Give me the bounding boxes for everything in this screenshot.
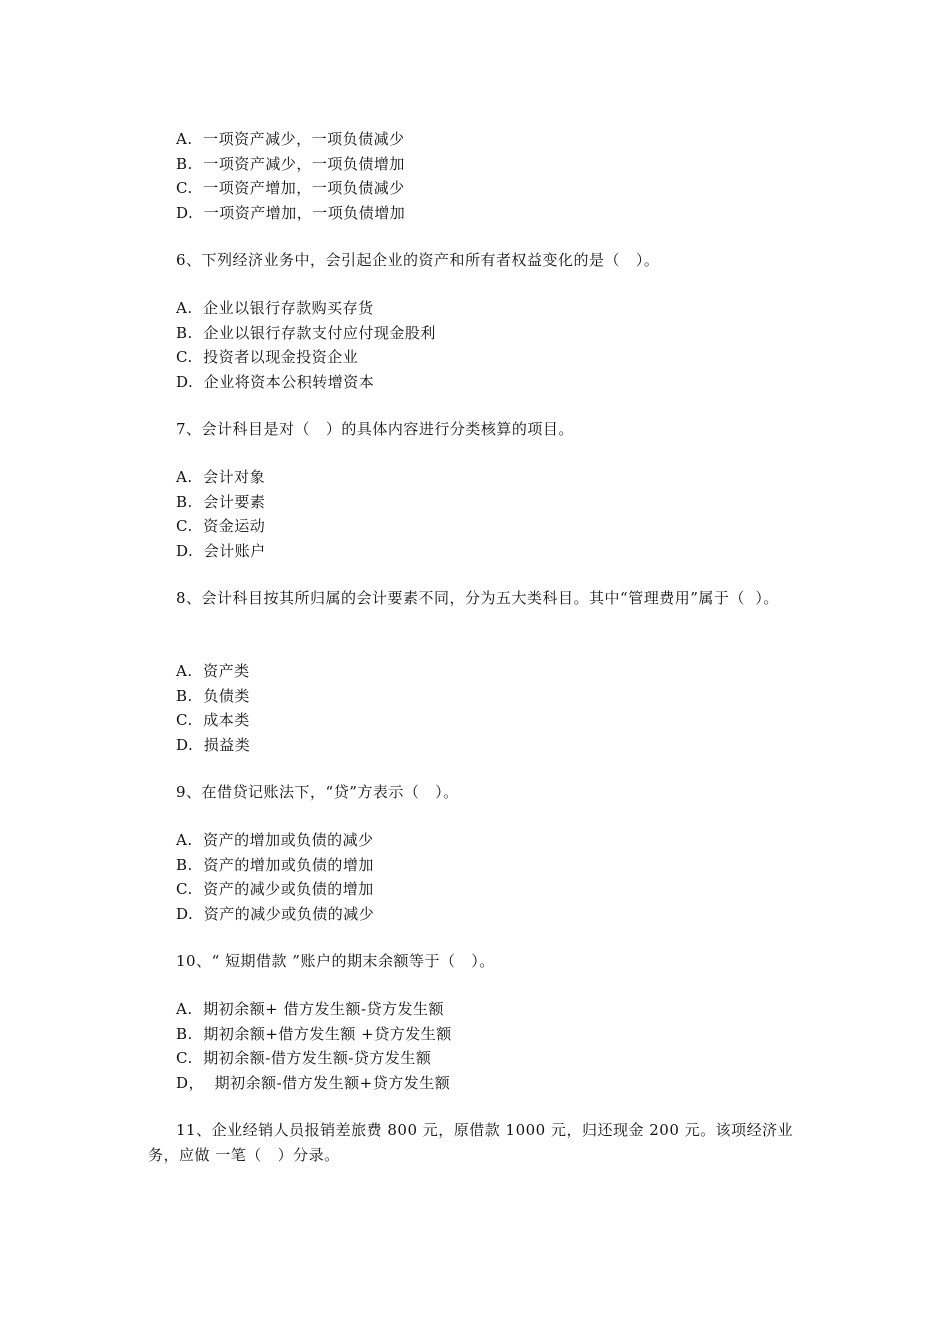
q10-option-b: B. 期初余额+借方发生额 +贷方发生额	[176, 1025, 452, 1043]
q5-option-b: B. 一项资产减少，一项负债增加	[176, 155, 405, 173]
q9-option-a: A. 资产的增加或负债的减少	[176, 831, 374, 849]
q7-option-d: D. 会计账户	[176, 542, 266, 560]
q6-stem: 6、下列经济业务中，会引起企业的资产和所有者权益变化的是（ ）。	[176, 251, 660, 269]
q8-stem: 8、会计科目按其所归属的会计要素不同，分为五大类科目。其中“管理费用”属于（ ）。	[176, 589, 779, 607]
q8-option-b: B. 负债类	[176, 687, 250, 705]
q5-option-d: D. 一项资产增加，一项负债增加	[176, 204, 406, 222]
q10-stem: 10、“ 短期借款 ”账户的期末余额等于（ ）。	[176, 952, 495, 970]
q6-option-c: C. 投资者以现金投资企业	[176, 348, 359, 366]
q8-option-c: C. 成本类	[176, 711, 250, 729]
q6-option-b: B. 企业以银行存款支付应付现金股利	[176, 324, 436, 342]
q9-stem: 9、在借贷记账法下，“贷”方表示（ ）。	[176, 783, 459, 801]
q10-option-a: A. 期初余额+ 借方发生额-贷方发生额	[176, 1000, 445, 1018]
q11-stem: 11、企业经销人员报销差旅费 800 元，原借款 1000 元，归还现金 200 元。该项经济业务，应做 一笔（ ）分录。	[148, 1121, 794, 1164]
q5-option-c: C. 一项资产增加，一项负债减少	[176, 179, 405, 197]
q10-option-c: C. 期初余额-借方发生额-贷方发生额	[176, 1049, 432, 1067]
q9-option-d: D. 资产的减少或负债的减少	[176, 905, 375, 923]
q10-option-d: D， 期初余额-借方发生额+贷方发生额	[176, 1074, 451, 1092]
q8-option-d: D. 损益类	[176, 736, 251, 754]
q6-option-d: D. 企业将资本公积转增资本	[176, 373, 375, 391]
q8-option-a: A. 资产类	[176, 662, 250, 680]
q7-option-b: B. 会计要素	[176, 493, 266, 511]
q5-option-a: A. 一项资产减少，一项负债减少	[176, 130, 405, 148]
q7-option-c: C. 资金运动	[176, 517, 266, 535]
q9-option-c: C. 资产的减少或负债的增加	[176, 880, 374, 898]
q7-option-a: A. 会计对象	[176, 468, 266, 486]
q9-option-b: B. 资产的增加或负债的增加	[176, 856, 374, 874]
q7-stem: 7、会计科目是对（ ）的具体内容进行分类核算的项目。	[176, 420, 574, 438]
q6-option-a: A. 企业以银行存款购买存货	[176, 299, 374, 317]
